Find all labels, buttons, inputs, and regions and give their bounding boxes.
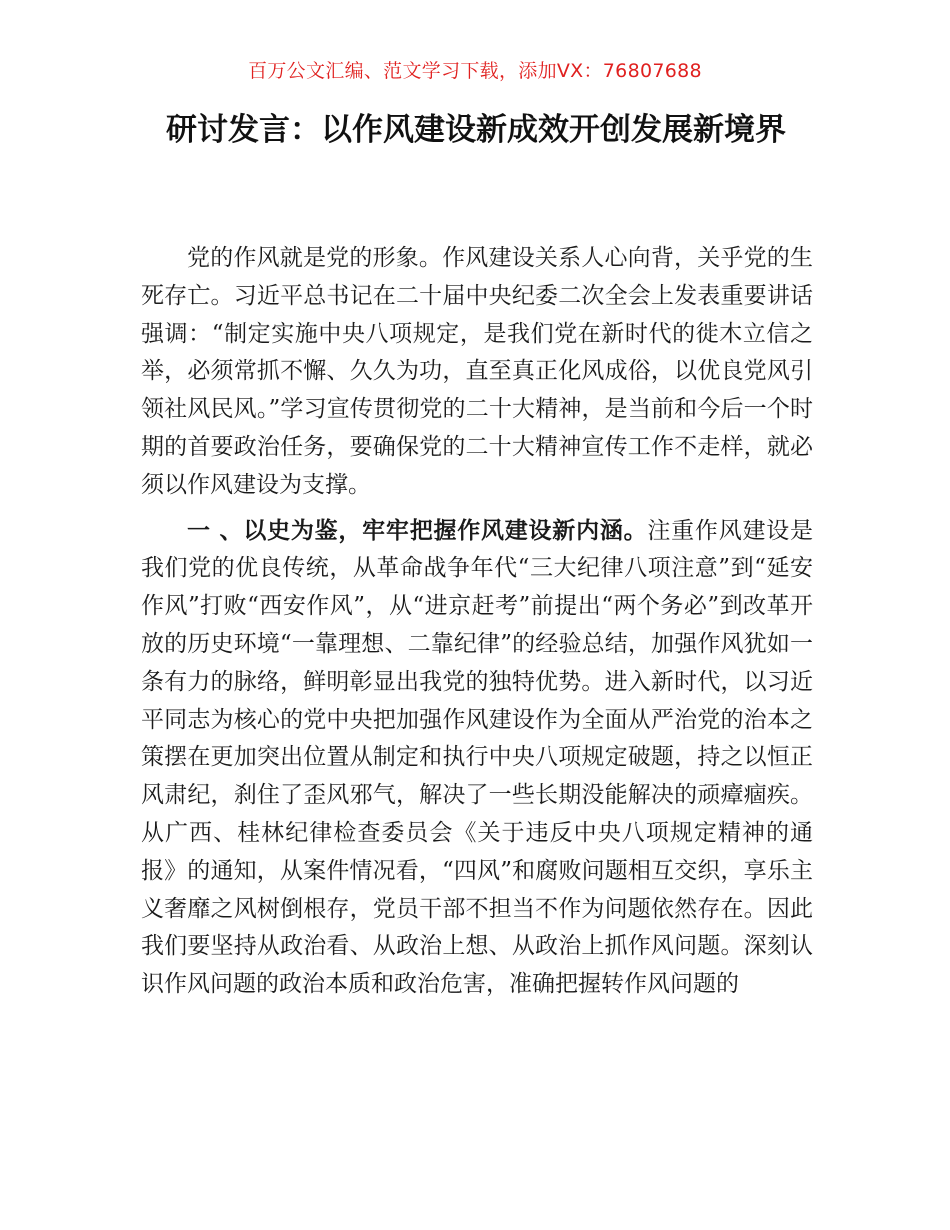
document-title: 研讨发言：以作风建设新成效开创发展新境界	[166, 112, 786, 148]
document-body	[141, 240, 813, 1004]
paragraph-text: 党的作风就是党的形象。作风建设关系人心向背，关乎党的生死存亡。习近平总书记在二十届中央纪委二次全会上发表重要讲话强调：“制定实施中央八项规定，是我们党在新时代的徙木立信之举，必须常抓不懈、久久为功，直至真正化风成俗，以优良党风引领社风民风。”学习宣传贯彻党的二十大精神，是当前和今后一个时期的首要政治任务，要确保党的二十大精神宣传工作不走样，就必须以作风建设为支撑。	[141, 245, 813, 498]
section-heading: 一 、以史为鉴，牢牢把握作风建设新内涵。	[187, 517, 648, 544]
paragraph-section-one	[141, 513, 813, 1004]
header-banner: 百万公文汇编、范文学习下载，添加VX：76807688	[248, 60, 702, 82]
paragraph-intro	[141, 240, 813, 505]
paragraph-text: 注重作风建设是我们党的优良传统，从革命战争年代“三大纪律八项注意”到“延安作风”打败“西安作风”，从“进京赶考”前提出“两个务必”到改革开放的历史环境“一靠理想、二靠纪律”的经验总结，加强作风犹如一条有力的脉络，鲜明彰显出我党的独特优势。进入新时代，以习近平同志为核心的党中央把加强作风建设作为全面从严治党的治本之策摆在更加突出位置从制定和执行中央八项规定破题，持之以恒正风肃纪，刹住了歪风邪气，解决了一些长期没能解决的顽瘴痼疾。从广西、桂林纪律检查委员会《关于违反中央八项规定精神的通报》的通知，从案件情况看，“四风”和腐败问题相互交织，享乐主义奢靡之风树倒根存，党员干部不担当不作为问题依然存在。因此我们要坚持从政治看、从政治上想、从政治上抓作风问题。深刻认识作风问题的政治本质和政治危害，准确把握转作风问题的	[141, 517, 814, 998]
